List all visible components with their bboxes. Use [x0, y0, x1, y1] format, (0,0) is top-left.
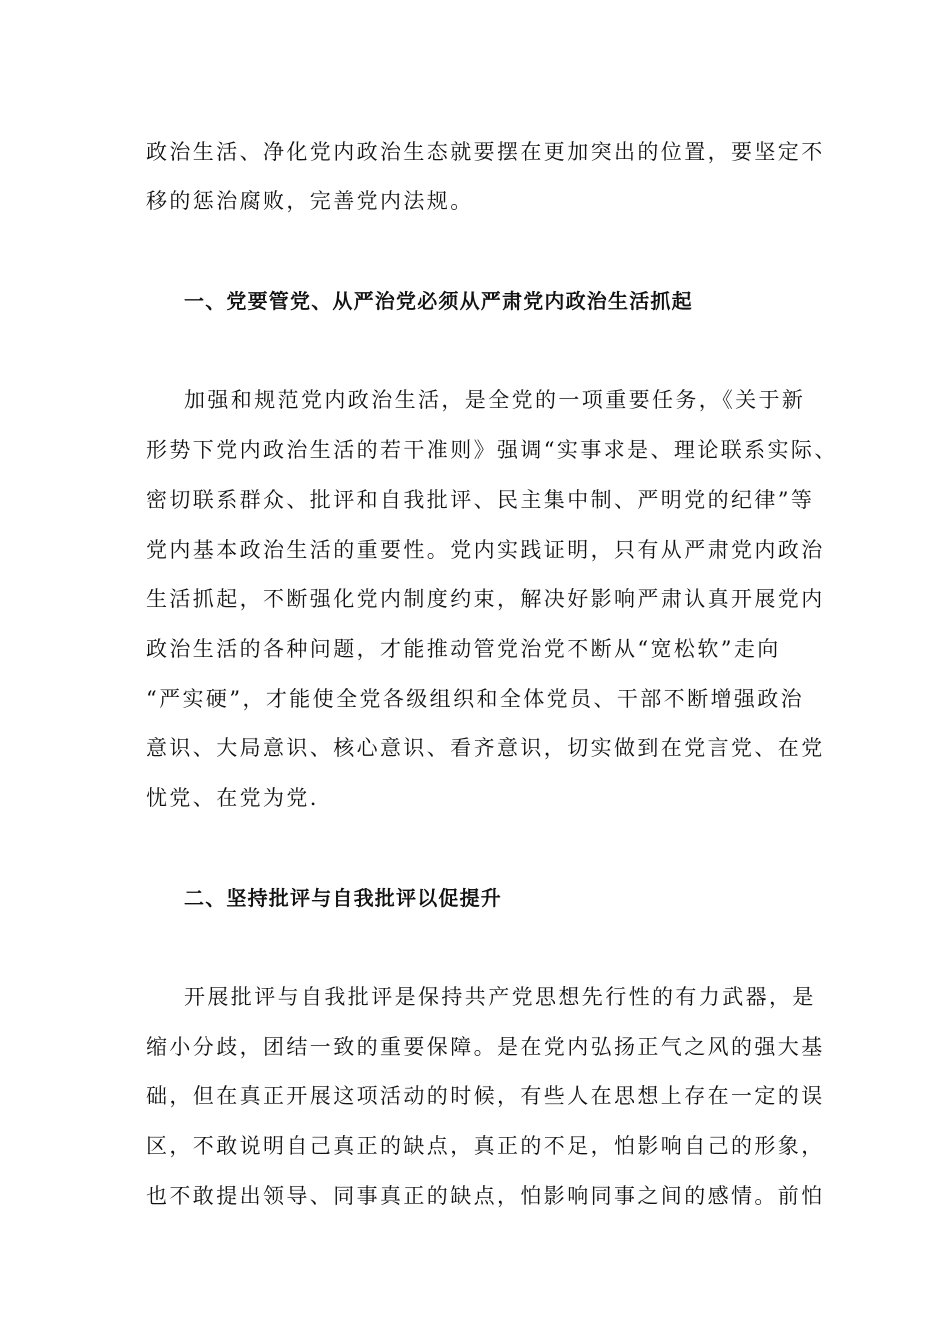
section-1-line-6: 政治生活的各种问题，才能推动管党治党不断从“宽松软”走向 [146, 637, 781, 661]
section-2-line-1: 开展批评与自我批评是保持共产党思想先行性的有力武器，是 [184, 985, 816, 1009]
section-2-line-5: 也不敢提出领导、同事真正的缺点，怕影响同事之间的感情。前怕 [146, 1184, 825, 1208]
section-2-line-3: 础，但在真正开展这项活动的时候，有些人在思想上存在一定的误 [146, 1084, 825, 1108]
intro-line-1: 政治生活、净化党内政治生态就要摆在更加突出的位置，要坚定不 [146, 140, 825, 164]
section-1-line-9: 忧党、在党为党. [146, 786, 319, 810]
section-2-line-2: 缩小分歧，团结一致的重要保障。是在党内弘扬正气之风的强大基 [146, 1035, 825, 1059]
section-2-heading: 二、坚持批评与自我批评以促提升 [184, 886, 502, 910]
section-1-line-3: 密切联系群众、批评和自我批评、民主集中制、严明党的纪律”等 [146, 488, 815, 512]
section-2-line-4: 区，不敢说明自己真正的缺点，真正的不足，怕影响自己的形象， [146, 1134, 825, 1158]
section-1-line-2: 形势下党内政治生活的若干准则》强调“实事求是、理论联系实际、 [146, 438, 838, 462]
section-1-heading: 一、党要管党、从严治党必须从严肃党内政治生活抓起 [184, 289, 693, 313]
section-1-line-5: 生活抓起，不断强化党内制度约束，解决好影响严肃认真开展党内 [146, 587, 825, 611]
intro-line-2: 移的惩治腐败，完善党内法规。 [146, 189, 474, 213]
section-1-line-1: 加强和规范党内政治生活，是全党的一项重要任务，《关于新 [184, 388, 806, 412]
section-1-line-4: 党内基本政治生活的重要性。党内实践证明，只有从严肃党内政治 [146, 538, 825, 562]
section-1-line-8: 意识、大局意识、核心意识、看齐意识，切实做到在党言党、在党 [146, 736, 825, 760]
section-1-line-7: “严实硬”，才能使全党各级组织和全体党员、干部不断增强政治 [146, 687, 805, 711]
